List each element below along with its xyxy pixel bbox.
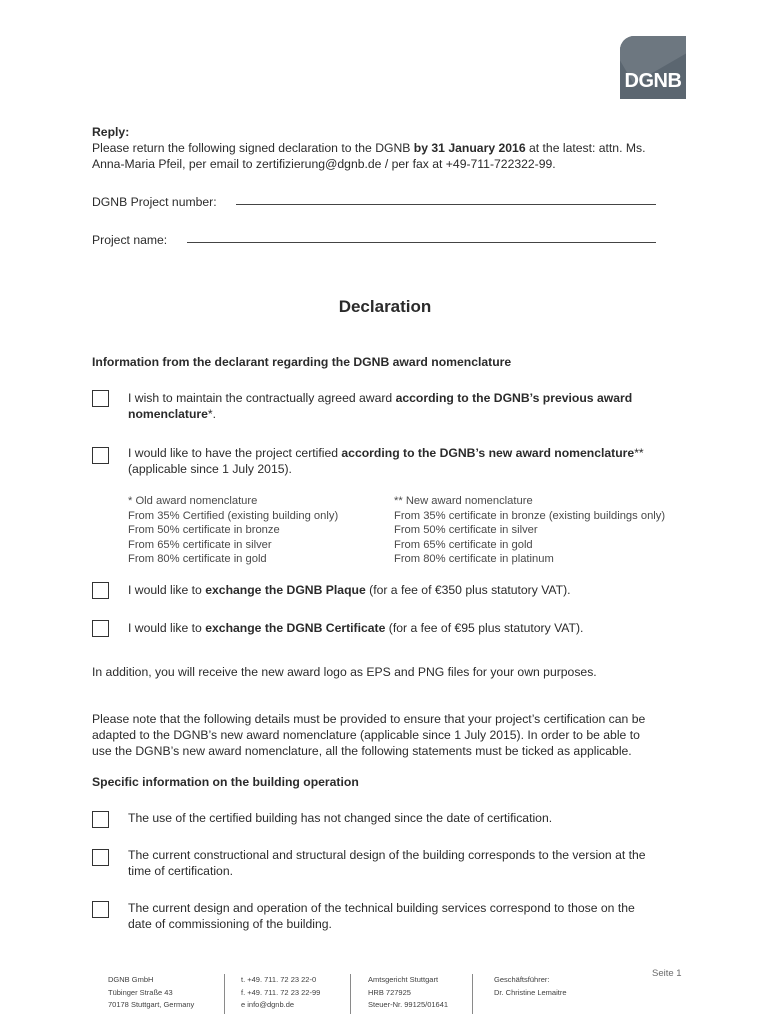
- checkbox-structural-design[interactable]: [92, 849, 109, 866]
- list-item: From 35% certificate in bronze (existing buildings only): [394, 509, 666, 522]
- project-number-field[interactable]: [236, 204, 656, 205]
- option-new-award-line-2: (applicable since 1 July 2015).: [128, 462, 292, 476]
- list-item: From 65% certificate in silver: [128, 538, 272, 551]
- footer-management: Geschäftsführer: Dr. Christine Lemaitre: [494, 975, 567, 997]
- addition-text: In addition, you will receive the new award logo as EPS and PNG files for your own purposes.: [92, 665, 597, 679]
- footer-company: DGNB GmbH Tübinger Straße 43 70178 Stuttgart, Germany: [108, 975, 195, 1009]
- checkbox-new-award[interactable]: [92, 447, 109, 464]
- footer-registry: Amtsgericht Stuttgart HRB 727925 Steuer-Nr. 99125/01641: [368, 975, 449, 1009]
- checkbox-use-unchanged[interactable]: [92, 811, 109, 828]
- checkbox-exchange-plaque[interactable]: [92, 582, 109, 599]
- statement-use-unchanged: The use of the certified building has not changed since the date of certification.: [128, 811, 553, 825]
- dgnb-logo: [620, 36, 686, 99]
- logo-text: DGNB: [624, 70, 682, 92]
- footer-divider: [472, 974, 473, 1014]
- list-item: From 35% Certified (existing building only): [128, 509, 339, 522]
- list-item: From 50% certificate in silver: [394, 524, 538, 537]
- statement-structural-design: The current constructional and structural design of the building corresponds to the version at the time of certification.: [128, 848, 646, 878]
- option-new-award-line-1: I would like to have the project certified according to the DGNB’s new award nomenclature**: [128, 446, 644, 460]
- option-exchange-plaque: I would like to exchange the DGNB Plaque (for a fee of €350 plus statutory VAT).: [128, 583, 571, 597]
- list-item: From 50% certificate in bronze: [128, 524, 280, 537]
- list-item: From 80% certificate in platinum: [394, 553, 554, 566]
- reply-line-1: Please return the following signed declaration to the DGNB by 31 January 2016 at the latest: attn. Ms.: [92, 141, 646, 155]
- list-item: From 80% certificate in gold: [128, 553, 267, 566]
- project-name-label: Project name:: [92, 233, 168, 247]
- checkbox-maintain-previous-award[interactable]: [92, 390, 109, 407]
- declaration-title: Declaration: [338, 297, 432, 316]
- specific-info-heading: Specific information on the building operation: [92, 775, 359, 789]
- project-number-label: DGNB Project number:: [92, 195, 217, 209]
- option-exchange-certificate: I would like to exchange the DGNB Certificate (for a fee of €95 plus statutory VAT).: [128, 621, 584, 635]
- old-nomenclature-list: [128, 494, 388, 567]
- option-previous-award-line-1: I wish to maintain the contractually agreed award according to the DGNB’s previous award: [128, 391, 633, 405]
- statement-building-services: The current design and operation of the technical building services correspond to those on the date of commissioning of the building.: [128, 901, 635, 931]
- checkbox-exchange-certificate[interactable]: [92, 620, 109, 637]
- list-item: * Old award nomenclature: [128, 495, 258, 507]
- checkbox-building-services[interactable]: [92, 901, 109, 918]
- option-previous-award-line-2: nomenclature*.: [128, 407, 217, 421]
- footer-divider: [224, 974, 225, 1014]
- project-name-field[interactable]: [187, 242, 656, 243]
- reply-line-2: Anna-Maria Pfeil, per email to zertifizierung@dgnb.de / per fax at +49-711-722322-99.: [92, 157, 556, 171]
- declaration-subheading: Information from the declarant regarding the DGNB award nomenclature: [92, 355, 512, 369]
- list-item: ** New award nomenclature: [394, 495, 533, 507]
- page-number: Seite 1: [652, 968, 682, 979]
- reply-title: Reply:: [92, 125, 130, 139]
- footer-divider: [350, 974, 351, 1014]
- new-nomenclature-list: [394, 494, 694, 567]
- footer-contact: t. +49. 711. 72 23 22-0 f. +49. 711. 72 23 22-99 e info@dgnb.de: [241, 975, 321, 1009]
- note-paragraph: Please note that the following details must be provided to ensure that your project’s certification can be adapted to the DGNB’s new award nomenclature (applicable since 1 July 2015). In order to be able to use the DGNB’s new award nomenclature, all the following statements must be ticked as applicable.: [92, 712, 646, 758]
- list-item: From 65% certificate in gold: [394, 538, 533, 551]
